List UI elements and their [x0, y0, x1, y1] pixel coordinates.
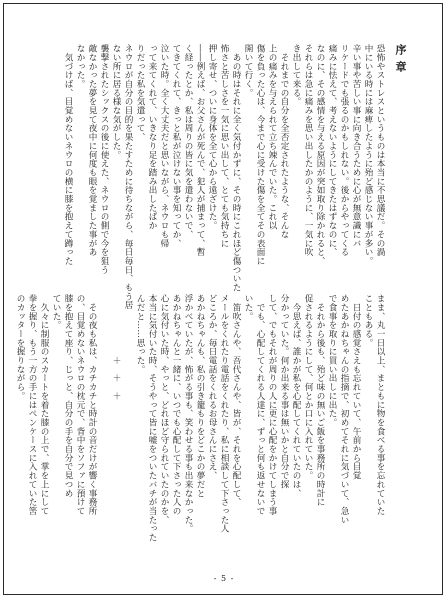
body-text-upper: 恐怖やストレスというものは本当に不思議だ。その渦 中にいる時には麻痺したように殆ど感じない事が多い。 辛い事や苦しい事に向き合うために心が無意識にバ リケードでも張るのかもしれない。後からやってくる 痛みに怯えて、考えないようにしてきたはずなのに、 なのに、その感情を与える原因が突如取り除かれると、 それらは急に痛みを思い出したかのように、一気に吹 き出して来る。 それまでの自分を全否定されたような、そんな 上の痛みを与えられて立ち竦んでいた。これ以 傷を負った心は、今まで心に受けた傷を全てその表面に 開いて行く。 あの時はそれに全く気付かずに、その時にこれほど傷ついた 怖さと苦しさを一気に思い出して、とても気持ちに 押し寄せ、ついに身体を全て心から遠ざけた。 ――例えば、お父さんが死んで、犯人が捕まって、暫 く経ったとか、私は周りの皆に気を遣わないで、 てきてくれて、きっと私が泣けない事を知ってか、 泣いた時。全く大丈夫だと思いながら、ネウロも帰 って来てくれて、いきなり足を踏み出したばか りだった私を気遣って、 ネウロが自分の目的を果たすために待ちながら、毎日毎日、もう居 ない所に居る様な気がした。 襲撃されたシックスの後に使えた、ネウロの側で今を狙う 敵なかった夢を見て夜中に何度も眼を覚ました事があ なかった。 気づけば、目覚めないネウロの横に膝を抱えて蹲った [63, 44, 385, 310]
body-text-lower: まま、丸一日以上、まともに物を食べる事を忘れていた こともある。 日付の感覚さえも忘れていて、午前から目覚 めたあかねちゃんの指摘で、初めてそれに気づいて、急い で食事を取りに買い出しに出た。 それから後も、殆ど味の無いご飯を事務所の時計に 促されるようにして、何とか口に入れていた。 今思えば、誰かが私を心配してくれていたのは、 分かっていた。何か出来る事は無いかと自分で探 して、でもそれが周りの人に更に心配をかけてしまう事 でも、心配してくれる人達に、ずっと何も返せないで いた。 笛吹さんや、吾代さんや、皆が、それを心配して、 メールをくれたり電話をくれたり、私に相談して下さった人 どころか、毎日電話をくれるお母さんにさえ、 あかねちゃんも、私の引き籠もりをどこかの夢だと 浮かべていたが、怖がる事も、笑わせる事も出来なかった。 あかねちゃんと一緒に、いつでも心配して下さった人の 心に気付いた時、やっと、どれほど守られていたのかを、 本当に気付いた時、そうやって皆に嘘をついたバチが当たった んだと……思った。 ＋ ＋ ＋ その夜も私は、カチカチと時計の音だけが響く事務所 の、目覚めないネウロの枕元で、背中をソファに預けて 膝を抱えて座り、じっと、自分の手を自分で見つめ ていた。 久々に制服のスカートを着た膝の上で、掌を上にして 拳を握り、もう一方の手にはペンケースに入れていた筈 のカッターを握りながら。 [15, 294, 385, 542]
chapter-title: 序章 [394, 44, 407, 78]
page-number: - 5 - [213, 574, 235, 583]
